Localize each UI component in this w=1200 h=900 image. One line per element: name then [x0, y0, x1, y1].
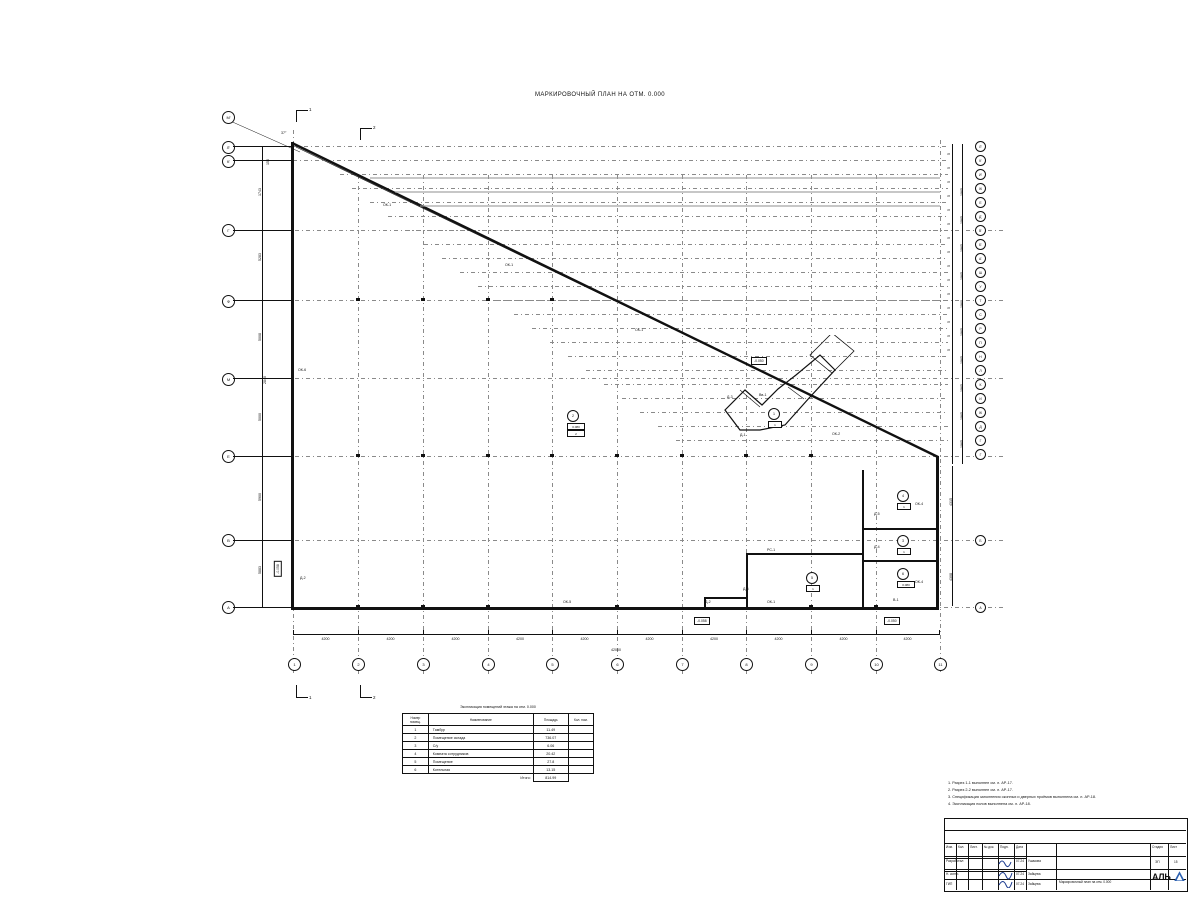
axis-bubble-bottom[interactable]: 8: [740, 658, 753, 671]
window-label-ok2: ОК-2: [832, 432, 841, 436]
dim-left: 5000: [258, 413, 262, 421]
axis-bubble-left[interactable]: Е: [222, 450, 235, 463]
table-row: [403, 726, 594, 734]
dim-right: 5: [947, 251, 951, 253]
table-total-row: [403, 774, 594, 782]
stamp-sheet-title: Маркировочный план на отм. 0.000: [1059, 880, 1112, 884]
door-label-d6: Д-6: [743, 587, 749, 591]
dim-left: 5008: [258, 333, 262, 341]
axis-bubble-bottom[interactable]: 7: [676, 658, 689, 671]
table-row: [403, 750, 594, 758]
column: [809, 605, 813, 608]
dim-left-note: 2840: [263, 376, 267, 384]
axis-bubble-bottom[interactable]: 1: [288, 658, 301, 671]
cell-num: 1: [403, 726, 429, 734]
room-tag-5[interactable]: [806, 572, 820, 592]
window-label-ok1: ОК-1: [635, 328, 644, 332]
axis-bubble-right[interactable]: Е: [975, 197, 986, 208]
partition-v: [862, 470, 864, 610]
axis-bubble-right[interactable]: Б': [975, 239, 986, 250]
column: [291, 538, 294, 543]
cell-area: 27.8: [533, 758, 568, 766]
note-line: 2. Разрез 2-2 выполнен см. л. АР-17.: [948, 788, 1013, 793]
cell-name: Помещение склада: [428, 734, 533, 742]
axis-bubble-bottom[interactable]: 3: [417, 658, 430, 671]
angle-label: 37°: [281, 131, 287, 135]
axis-bubble-left[interactable]: В: [222, 534, 235, 547]
cell-num: 3: [403, 742, 429, 750]
cell-count: [568, 734, 593, 742]
column: [356, 605, 360, 608]
roof-hatch: [300, 150, 940, 460]
dim-right-small: 1965: [960, 356, 964, 364]
dim-right: 5: [947, 335, 951, 337]
axis-bubble-bottom[interactable]: 9: [805, 658, 818, 671]
dim-right: 5: [947, 321, 951, 323]
room-tag-count: 2: [567, 430, 585, 437]
column: [615, 605, 619, 608]
level-mark: -0.058: [694, 617, 710, 625]
window-label-ok1: ОК-1: [383, 203, 392, 207]
door-label-d2: Д-2: [300, 576, 306, 580]
axis-bubble-left[interactable]: М': [222, 111, 235, 124]
door-label-vv1: Вв-1: [759, 393, 767, 397]
room-tag-number: 6: [897, 568, 909, 580]
cell-area: 736.07: [533, 734, 568, 742]
dim-right-small: 1960: [960, 300, 964, 308]
cell-count: [568, 742, 593, 750]
window-label-ok4: ОК-4: [915, 502, 924, 506]
axis-bubble-right[interactable]: Б: [975, 535, 986, 546]
dim-right-small: 1965: [960, 384, 964, 392]
column: [291, 298, 294, 303]
dim-right: 5: [947, 181, 951, 183]
window-label-ok5: ОК-5: [563, 600, 572, 604]
cell-num: 6: [403, 766, 429, 774]
axis-bubble-right[interactable]: А': [975, 253, 986, 264]
cell-count: [568, 766, 593, 774]
cell-count: [568, 726, 593, 734]
axis-bubble-right[interactable]: У: [975, 281, 986, 292]
axis-bubble-right[interactable]: К': [975, 155, 986, 166]
stamp-sheet-value: 15: [1174, 860, 1178, 864]
dim-bottom: 4200: [516, 637, 524, 641]
window-label-ok1: ОК-1: [505, 263, 514, 267]
door-label-d1: Д-1: [740, 433, 746, 437]
dim-bottom: 4200: [386, 637, 395, 641]
level-mark: -0.058: [274, 561, 282, 577]
drawing-sheet: МАРКИРОВОЧНЫЙ ПЛАН НА ОТМ. 0.000 М' Л' К' Г Ф М Е В А 1743 5283 5008 5000 5900 5883 2840 155 Л' К' И' Ж Е Д' В' Б' А' Ш У Т С Р П Н Л К И Ж Д Г Г Б А 5 5 5 5 5 5 5 5 5 5 5 5 5 5 5 1965 1965 1965 1965 1960 1965 1965 1965 1965 1965 4315 4308 4200 4200 4200 4200 4200 4200 4200 4200 4200 4200 42000 1 2 3 4 5 6 7 8 9 10 11 1 2 1 2 37° ОК-1 ОК-1 ОК-1 ОК-2 ОК-4 ОК-4 ОК-5 ОК-1 ОК-6 Д-2 Д-2 Д-6 Д-4 Д-5 Д-3 Д-1 Вв-1 РС-1 В-1 -0.050 -0.058 -0.050 -0.058 2 0.080 2 1 1 4 1 3 1 6 0.080 5 1 Экспликация помещений этажа на отм. 0.000 Номер помещ. Наименование Площадь Кол. пом. 1 Тамбур 11.49 2 Помещение склада 736.07 3 С/у 6.06 4 Комната сотрудников 20.42 5 Помещение 27.8 6 Котельная 13.15 Итого: 814.99 1. Разрез 1-1 выполнен см. л. АР-17. 2. Разрез 2-2 выполнен см. л. АР-17. 3. Спецификация заполнения оконных и дверных проёмов выполнена см. л. АР-18. 4. Экспликация полов выполнена см. л. АР-18. Изм. Кол. Лист. № док. Подп. Дата Разработал Ушакова 07.24 Н. контр. Зайцева 07.24 ГИП Зайцева 07.24 Маркировочный план на отм. 0.000 Стадия Лист ЭП 15 АЛЬ: [0, 0, 1200, 900]
room-tag-count: 1: [806, 585, 820, 592]
door-label-d3: Д-3: [727, 395, 733, 399]
axis-bubble-right[interactable]: К: [975, 379, 986, 390]
dim-bottom: 4200: [645, 637, 654, 641]
room-tag-number: 4: [897, 490, 909, 502]
axis-bubble-right[interactable]: Ш: [975, 267, 986, 278]
axis-bubble-left[interactable]: К': [222, 155, 235, 168]
dim-right-small: 1965: [960, 244, 964, 252]
room-tag-4[interactable]: [897, 490, 911, 510]
stamp-col-podp: Подп.: [1000, 845, 1009, 849]
axis-bubble-left[interactable]: Ф: [222, 295, 235, 308]
dim-right: 5: [947, 237, 951, 239]
dim-bottom: 4200: [839, 637, 848, 641]
stamp-role: Н. контр.: [946, 872, 960, 876]
room-tag-3[interactable]: [897, 535, 911, 555]
window-label-ok4b: ОК-4: [915, 580, 924, 584]
room-tag-area: 0.080: [897, 581, 915, 588]
window-label-ok1: ОК-1: [767, 600, 776, 604]
signature-icon: [998, 856, 1014, 888]
note-line: 4. Экспликация полов выполнена см. л. АР-18.: [948, 802, 1031, 807]
dim-left: 5283: [258, 253, 262, 261]
th-name: Наименование: [428, 714, 533, 726]
axis-bubble-right[interactable]: Р: [975, 323, 986, 334]
th-count: Кол. пом.: [568, 714, 593, 726]
axis-bubble-right[interactable]: И': [975, 169, 986, 180]
axis-bubble-left[interactable]: М: [222, 373, 235, 386]
column: [874, 605, 878, 608]
axis-bubble-right[interactable]: И: [975, 393, 986, 404]
dim-left: 1743: [258, 188, 262, 196]
axis-bubble-bottom[interactable]: 6: [611, 658, 624, 671]
cell-count: [568, 750, 593, 758]
dim-left: 5883: [258, 566, 262, 574]
cell-area: 11.49: [533, 726, 568, 734]
cell-area: 6.06: [533, 742, 568, 750]
explication-table: [402, 713, 594, 782]
room-tag-area: 0.080: [567, 423, 585, 430]
room-tag-number: 1: [768, 408, 780, 420]
room-tag-number: 5: [806, 572, 818, 584]
dim-left: 5900: [258, 493, 262, 501]
stamp-col-kol: Кол.: [958, 845, 965, 849]
dim-bottom: 4200: [321, 637, 330, 641]
table-row: [403, 742, 594, 750]
door-label-d5: Д-5: [874, 512, 880, 516]
dim-bottom: 4200: [580, 637, 589, 641]
stamp-date: 07.24: [1016, 882, 1024, 886]
note-line: 3. Спецификация заполнения оконных и дверных проёмов выполнена см. л. АР-18.: [948, 795, 1097, 800]
axis-bubble-right[interactable]: П: [975, 337, 986, 348]
dim-right-bottom: 4315: [949, 498, 953, 506]
level-mark: -0.050: [884, 617, 900, 625]
axis-bubble-right[interactable]: Л': [975, 141, 986, 152]
dim-right: 5: [947, 209, 951, 211]
cell-name: Тамбур: [428, 726, 533, 734]
axis-bubble-right[interactable]: Н: [975, 351, 986, 362]
level-mark: -0.050: [751, 357, 767, 365]
stamp-name: Ушакова: [1028, 859, 1041, 863]
dim-right-small: 1965: [960, 188, 964, 196]
dim-right: 5: [947, 265, 951, 267]
dim-right: 5: [947, 167, 951, 169]
dim-right-small: 1965: [960, 216, 964, 224]
stamp-role: Разработал: [946, 859, 964, 863]
dim-right-small: 1965: [960, 412, 964, 420]
window-label-ok6: ОК-6: [298, 368, 307, 372]
cell-area: 20.42: [533, 750, 568, 758]
th-area: Площадь: [533, 714, 568, 726]
cell-name: Котельная: [428, 766, 533, 774]
stamp-col-izm: Изм.: [946, 845, 953, 849]
dim-bottom: 4200: [903, 637, 912, 641]
axis-bubble-right[interactable]: Г: [975, 435, 986, 446]
stamp-sheet-label: Лист: [1170, 845, 1177, 849]
table-row: [403, 734, 594, 742]
axis-bubble-right[interactable]: Ж: [975, 407, 986, 418]
axis-bubble-right[interactable]: Т: [975, 295, 986, 306]
logo-mark-icon: [1173, 870, 1186, 883]
dim-right-small: 1965: [960, 440, 964, 448]
axis-bubble-right[interactable]: С: [975, 309, 986, 320]
dim-right-small: 1965: [960, 328, 964, 336]
stamp-col-ndoc: № док.: [984, 845, 995, 849]
stamp-col-data: Дата: [1016, 845, 1024, 849]
stamp-date: 07.24: [1016, 872, 1024, 876]
company-logo: [1152, 870, 1186, 883]
table-caption: Экспликация помещений этажа на отм. 0.000: [460, 705, 536, 709]
cell-num: 5: [403, 758, 429, 766]
axis-bubble-bottom[interactable]: 5: [546, 658, 559, 671]
column: [421, 605, 425, 608]
partition-h: [746, 553, 864, 555]
room-tag-count: 1: [897, 503, 911, 510]
dim-bottom-total: 42000: [611, 648, 621, 652]
cell-name: Комната сотрудников: [428, 750, 533, 758]
dim-bottom: 4200: [451, 637, 460, 641]
dim-right: 5: [947, 349, 951, 351]
axis-bubble-right[interactable]: Г: [975, 449, 986, 460]
axis-bubble-right[interactable]: Д': [975, 211, 986, 222]
dim-right-bottom: 4308: [949, 573, 953, 581]
axis-bubble-left[interactable]: Г: [222, 224, 235, 237]
dim-right: 5: [947, 153, 951, 155]
cell-num: 4: [403, 750, 429, 758]
dim-bottom: 4200: [774, 637, 783, 641]
cell-name: Помещение: [428, 758, 533, 766]
axis-bubble-right[interactable]: Л: [975, 365, 986, 376]
total-value: 814.99: [533, 774, 568, 782]
column: [291, 454, 294, 459]
dim-right: 5: [947, 223, 951, 225]
axis-bubble-left[interactable]: Л': [222, 141, 235, 154]
dim-right: 5: [947, 279, 951, 281]
axis-bubble-right[interactable]: Д: [975, 421, 986, 432]
room-tag-count: 1: [897, 548, 911, 555]
table-row: [403, 758, 594, 766]
room-tag-count: 1: [768, 421, 782, 428]
axis-bubble-bottom[interactable]: 11: [934, 658, 947, 671]
column: [486, 605, 490, 608]
cell-num: 2: [403, 734, 429, 742]
stamp-stage-label: Стадия: [1152, 845, 1163, 849]
axis-bubble-bottom[interactable]: 4: [482, 658, 495, 671]
table-header-row: [403, 714, 594, 726]
dim-left-small: 155: [266, 159, 270, 165]
axis-bubble-right[interactable]: А: [975, 602, 986, 613]
axis-bubble-right[interactable]: В': [975, 225, 986, 236]
dim-bottom: 4200: [710, 637, 718, 641]
door-label-d2: Д-2: [705, 600, 711, 604]
partition-h: [862, 528, 938, 530]
column: [291, 192, 294, 197]
cell-count: [568, 758, 593, 766]
stamp-stage-value: ЭП: [1155, 860, 1160, 864]
note-line: 1. Разрез 1-1 выполнен см. л. АР-17.: [948, 781, 1013, 785]
axis-bubble-bottom[interactable]: 2: [352, 658, 365, 671]
partition-h: [862, 560, 938, 562]
column: [291, 376, 294, 381]
total-label: Итого:: [520, 775, 531, 780]
cell-name: С/у: [428, 742, 533, 750]
axis-bubble-right[interactable]: Ж: [975, 183, 986, 194]
stamp-role: ГИП: [946, 882, 953, 886]
room-tag-number: 3: [897, 535, 909, 547]
stamp-name: Зайцева: [1028, 872, 1041, 876]
room-tag-6[interactable]: [897, 568, 915, 588]
drawing-title: МАРКИРОВОЧНЫЙ ПЛАН НА ОТМ. 0.000: [534, 92, 666, 98]
dim-right-small: 1965: [960, 272, 964, 280]
stamp-date: 07.24: [1016, 859, 1024, 863]
stamp-col-list: Лист.: [970, 845, 978, 849]
company-name: АЛЬ: [1152, 871, 1171, 882]
door-label-b1: В-1: [893, 598, 899, 602]
door-label-d4: Д-4: [874, 545, 880, 549]
stamp-name: Зайцева: [1028, 882, 1041, 886]
room-tag-number: 2: [567, 410, 579, 422]
label-rs1: РС-1: [767, 548, 776, 552]
axis-bubble-bottom[interactable]: 10: [870, 658, 883, 671]
partition-h: [704, 597, 748, 599]
th-num: Номер помещ.: [403, 714, 429, 726]
axis-bubble-left[interactable]: А: [222, 601, 235, 614]
table-row: [403, 766, 594, 774]
dim-right: 5: [947, 307, 951, 309]
dim-right: 5: [947, 293, 951, 295]
dim-right: 5: [947, 195, 951, 197]
cell-area: 13.15: [533, 766, 568, 774]
partition-v: [746, 553, 748, 609]
